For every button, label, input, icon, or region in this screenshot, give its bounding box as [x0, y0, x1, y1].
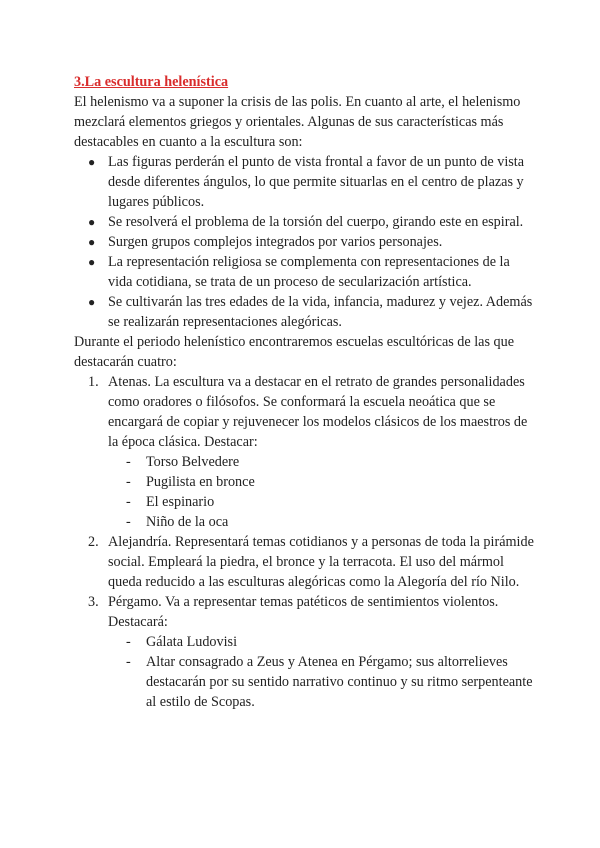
list-item: ● Se cultivarán las tres edades de la vida, infancia, madurez y vejez. Además se realizarán representaciones alegóricas.	[88, 294, 533, 330]
bullet-icon: ●	[88, 295, 96, 309]
bullet-icon: ●	[88, 155, 96, 169]
list-item: ● La representación religiosa se complementa con representaciones de la vida cotidiana, se trata de un proceso de secularización artística.	[88, 254, 510, 290]
bullet-icon: ●	[88, 235, 96, 249]
list-item: - Pugilista en bronce	[126, 474, 255, 490]
bullet-icon: ●	[88, 255, 96, 269]
characteristics-list	[74, 152, 534, 332]
section-title: 3.La escultura helenística	[74, 74, 229, 90]
works-list	[108, 452, 534, 532]
school-text: Pérgamo. Va a representar temas patéticos de sentimientos violentos. Destacará:	[108, 594, 499, 630]
school-item-atenas: 1. Atenas. La escultura va a destacar en el retrato de grandes personalidades como oradores o filósofos. Se conformará la escuela neoática que se encargará de copiar y rejuvenecer los modelos clásicos de los maestros de la época clásica. Destacar: - Torso Belvedere - Pugilista en bronce - El espinario - Niño de la oca	[108, 372, 534, 532]
intro-paragraph: El helenismo va a suponer la crisis de las polis. En cuanto al arte, el helenismo mezclará elementos griegos y orientales. Algunas de sus características más destacables en cuanto a la escultura son:	[74, 94, 521, 150]
list-item: - Torso Belvedere	[126, 454, 240, 470]
list-item: ● Se resolverá el problema de la torsión del cuerpo, girando este en espiral.	[88, 214, 524, 230]
list-item: - El espinario	[126, 494, 215, 510]
schools-list	[74, 372, 534, 712]
school-text: Atenas. La escultura va a destacar en el retrato de grandes personalidades como oradores o filósofos. Se conformará la escuela neoática que se encargará de copiar y rejuvenecer los modelos clásicos de los maestros de la época clásica. Destacar:	[108, 374, 528, 450]
list-item: ● Surgen grupos complejos integrados por varios personajes.	[88, 234, 443, 250]
document-content	[74, 72, 534, 712]
list-item: - Gálata Ludovisi	[126, 634, 238, 650]
list-item: - Niño de la oca	[126, 514, 229, 530]
bullet-icon: ●	[88, 215, 96, 229]
school-item-alejandria: 2. Alejandría. Representará temas cotidianos y a personas de toda la pirámide social. Empleará la piedra, el bronce y la terracota. El uso del mármol queda reducido a las esculturas alegóricas como la Alegoría del río Nilo.	[88, 534, 534, 590]
schools-intro: Durante el periodo helenístico encontraremos escuelas escultóricas de las que destacarán cuatro:	[74, 334, 515, 370]
list-item: ● Las figuras perderán el punto de vista frontal a favor de un punto de vista desde diferentes ángulos, lo que permite situarlas en el centro de plazas y lugares públicos.	[88, 154, 525, 210]
school-item-pergamo: 3. Pérgamo. Va a representar temas patéticos de sentimientos violentos. Destacará: - Gálata Ludovisi - Altar consagrado a Zeus y Atenea en Pérgamo; sus altorrelieves destacarán por su sentido narrativo continuo y su ritmo serpenteante al estilo de Scopas.	[88, 594, 533, 710]
list-item: - Altar consagrado a Zeus y Atenea en Pérgamo; sus altorrelieves destacarán por su sentido narrativo continuo y su ritmo serpenteante al estilo de Scopas.	[126, 654, 533, 710]
school-text: Alejandría. Representará temas cotidianos y a personas de toda la pirámide social. Empleará la piedra, el bronce y la terracota. El uso del mármol queda reducido a las esculturas alegóricas como la Alegoría del río Nilo.	[108, 534, 534, 590]
works-list	[108, 632, 534, 712]
